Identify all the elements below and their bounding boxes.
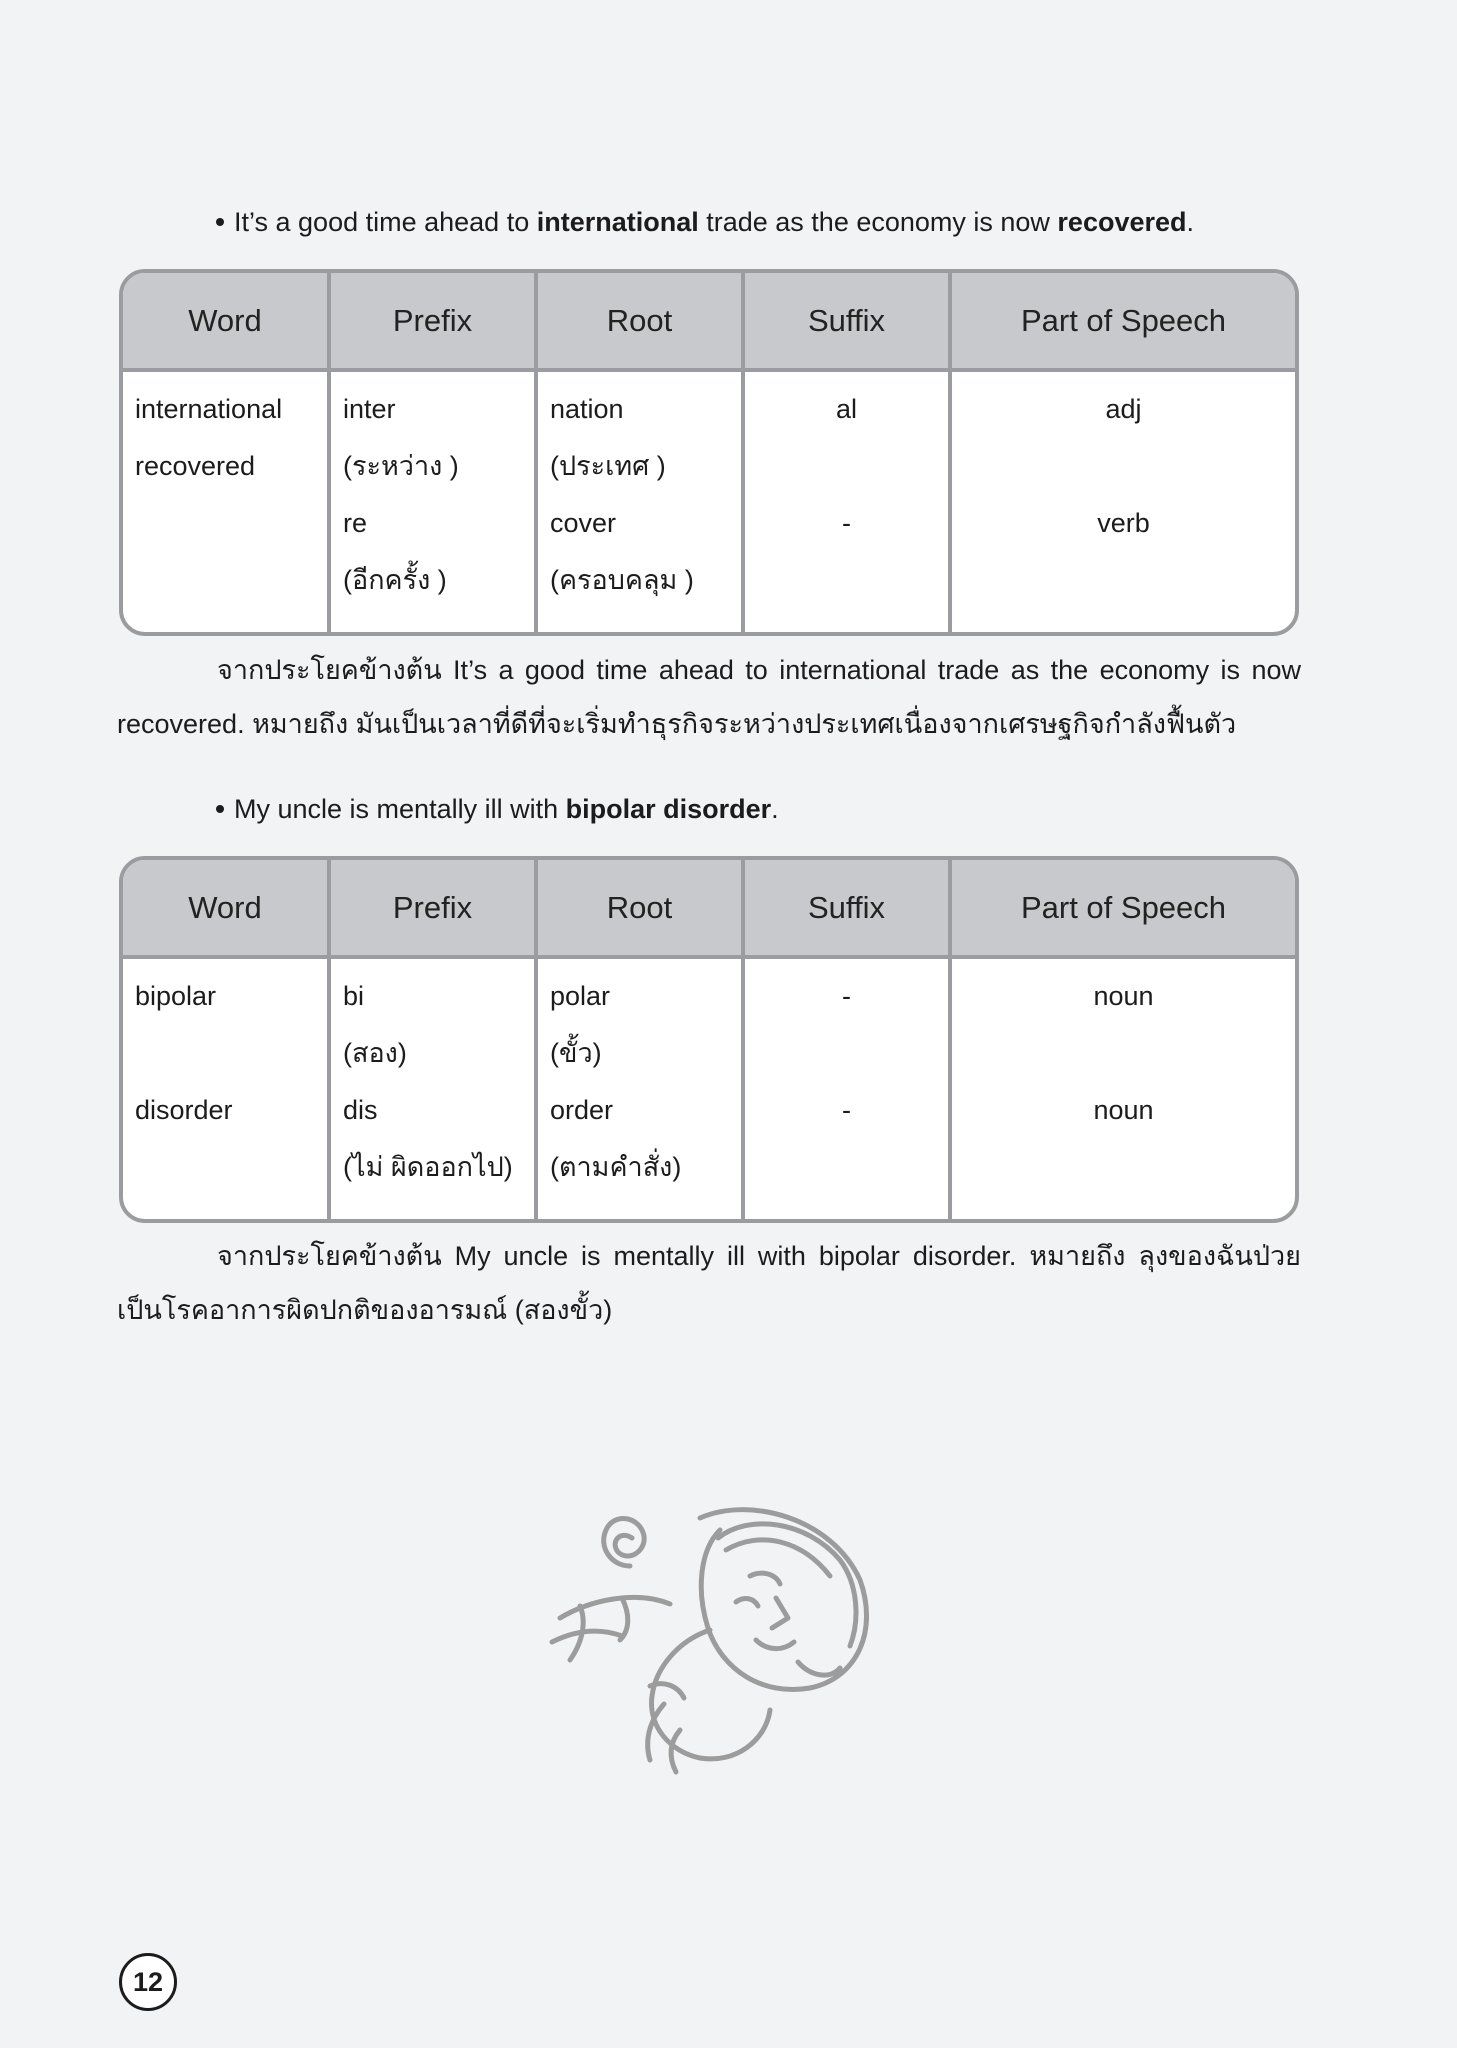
page-number: 12 (119, 1953, 177, 2011)
word-column (123, 959, 331, 1219)
table-body-row (123, 959, 1295, 1219)
root-column (538, 372, 745, 632)
root-cell: order (550, 1095, 614, 1125)
keyword-bipolar-disorder: bipolar disorder (565, 794, 772, 824)
explanation-line: จากประโยคข้างต้น My uncle is mentally ill with bipolar disorder. หมายถึง ลุงของฉันป่วย (217, 1241, 1301, 1271)
bullet-icon (216, 805, 224, 813)
suffix-column (745, 959, 952, 1219)
suffix-cell (745, 449, 948, 506)
word-cell: international (135, 394, 283, 424)
root-cell: (ประเทศ ) (550, 451, 666, 481)
word-column (123, 372, 331, 632)
pos-cell (952, 449, 1295, 506)
pos-cell: adj (1105, 394, 1142, 424)
part-of-speech-column (952, 372, 1295, 632)
prefix-cell: (อีกครั้ง ) (343, 565, 447, 595)
header-root: Root (538, 860, 745, 955)
pos-cell (952, 1036, 1295, 1093)
root-cell: cover (550, 508, 617, 538)
table-header-row (123, 273, 1295, 372)
pos-cell (952, 563, 1295, 620)
example-sentence-1: It’s a good time ahead to international trade as the economy is now recovered. (216, 205, 1194, 239)
suffix-cell: - (842, 981, 851, 1011)
prefix-cell: dis (343, 1095, 378, 1125)
header-part-of-speech: Part of Speech (1020, 302, 1227, 338)
suffix-cell: - (842, 508, 851, 538)
prefix-column (331, 372, 538, 632)
root-cell: polar (550, 981, 611, 1011)
word-cell (123, 1150, 327, 1207)
header-part-of-speech: Part of Speech (1020, 889, 1227, 925)
suffix-cell: - (842, 1095, 851, 1125)
header-prefix: Prefix (331, 273, 538, 368)
root-cell: (ครอบคลุม ) (550, 565, 694, 595)
suffix-cell (745, 1036, 948, 1093)
prefix-column (331, 959, 538, 1219)
word-cell (123, 1036, 327, 1093)
keyword-recovered: recovered (1057, 207, 1187, 237)
suffix-cell (745, 1150, 948, 1207)
header-word: Word (123, 860, 331, 955)
part-of-speech-column (952, 959, 1295, 1219)
header-root: Root (538, 273, 745, 368)
keyword-international: international (536, 207, 699, 237)
table-header-row (123, 860, 1295, 959)
header-suffix: Suffix (745, 273, 952, 368)
prefix-cell: inter (343, 394, 396, 424)
root-cell: (ตามคำสั่ง) (550, 1152, 682, 1182)
table-body-row (123, 372, 1295, 632)
header-suffix: Suffix (745, 860, 952, 955)
word-cell (123, 506, 327, 563)
example-sentence-2: My uncle is mentally ill with bipolar disorder. (216, 792, 779, 826)
bullet-icon (216, 218, 224, 226)
pos-cell: noun (1093, 981, 1154, 1011)
prefix-cell: (สอง) (343, 1038, 407, 1068)
suffix-cell (745, 563, 948, 620)
pos-cell: noun (1093, 1095, 1154, 1125)
explanation-line: เป็นโรคอาการผิดปกติของอารมณ์ (สองขั้ว) (117, 1295, 613, 1325)
prefix-cell: bi (343, 981, 365, 1011)
prefix-cell: (ระหว่าง ) (343, 451, 459, 481)
explanation-line: จากประโยคข้างต้น It’s a good time ahead to international trade as the economy is now (217, 655, 1301, 685)
explanation-line: recovered. หมายถึง มันเป็นเวลาที่ดีที่จะเริ่มทำธุรกิจระหว่างประเทศเนื่องจากเศรษฐกิจกำลังฟื้นตัว (117, 709, 1237, 739)
explanation-paragraph-1 (117, 643, 1301, 751)
root-column (538, 959, 745, 1219)
word-cell: recovered (135, 451, 256, 481)
word-analysis-table-1 (119, 269, 1299, 636)
prefix-cell: (ไม่ ผิดออกไป) (343, 1152, 513, 1182)
root-cell: (ขั้ว) (550, 1038, 602, 1068)
header-prefix: Prefix (331, 860, 538, 955)
word-analysis-table-2 (119, 856, 1299, 1223)
explanation-paragraph-2 (117, 1229, 1301, 1337)
word-cell: disorder (135, 1095, 233, 1125)
header-word: Word (123, 273, 331, 368)
sleeping-cartoon-character-icon (540, 1490, 880, 1780)
word-cell: bipolar (135, 981, 217, 1011)
pos-cell (952, 1150, 1295, 1207)
word-cell (123, 563, 327, 620)
prefix-cell: re (343, 508, 368, 538)
root-cell: nation (550, 394, 624, 424)
pos-cell: verb (1097, 508, 1150, 538)
suffix-cell: al (835, 394, 857, 424)
suffix-column (745, 372, 952, 632)
